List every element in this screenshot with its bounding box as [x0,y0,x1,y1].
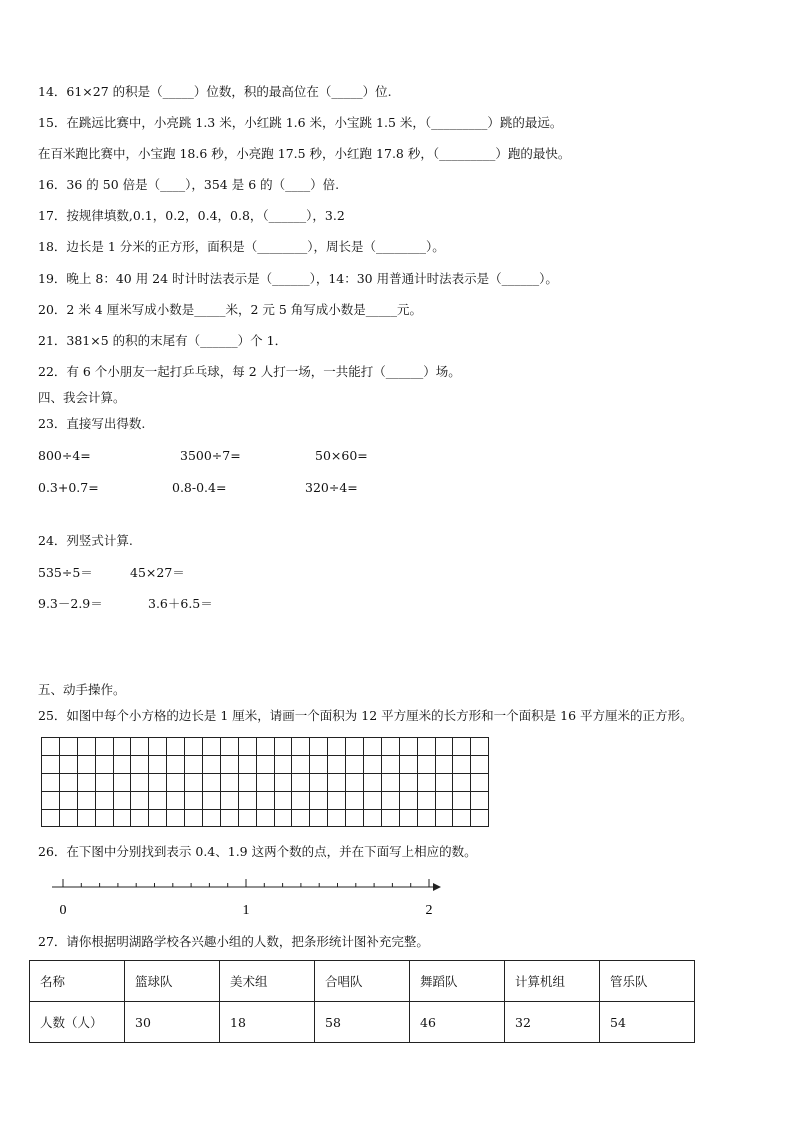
grid-cell[interactable] [328,755,346,773]
number-line-label-2: 2 [425,903,433,918]
grid-cell[interactable] [435,773,453,791]
grid-cell[interactable] [77,773,95,791]
grid-cell[interactable] [59,755,77,773]
table-cell: 46 [410,1002,505,1043]
table-header-cell: 计算机组 [505,961,600,1002]
grid-cell[interactable] [185,773,203,791]
grid-cell[interactable] [256,773,274,791]
grid-cell[interactable] [328,809,346,827]
grid-cell[interactable] [435,791,453,809]
number-line-arrow-icon [433,883,441,891]
grid-cell[interactable] [95,809,113,827]
vertical-calc-item: 535÷5＝ [38,565,93,580]
question-23: 23．直接写出得数. [38,416,146,431]
square-grid[interactable] [41,737,489,827]
grid-cell[interactable] [471,773,489,791]
grid-row [42,809,489,827]
grid-cell[interactable] [203,791,221,809]
grid-cell[interactable] [95,773,113,791]
grid-cell[interactable] [310,809,328,827]
grid-cell[interactable] [220,773,238,791]
grid-cell[interactable] [292,773,310,791]
grid-cell[interactable] [399,755,417,773]
table-cell: 32 [505,1002,600,1043]
table-header-cell: 合唱队 [315,961,410,1002]
grid-cell[interactable] [417,755,435,773]
grid-cell[interactable] [113,809,131,827]
grid-cell[interactable] [328,773,346,791]
grid-cell[interactable] [220,791,238,809]
calc-item: 0.8-0.4= [172,480,227,495]
grid-cell[interactable] [310,773,328,791]
calc-item: 3500÷7= [180,448,241,463]
table-cell: 30 [125,1002,220,1043]
vertical-calc-item: 45×27＝ [130,565,185,580]
grid-cell[interactable] [113,791,131,809]
grid-cell[interactable] [42,791,60,809]
grid-cell[interactable] [256,791,274,809]
question-22: 22．有 6 个小朋友一起打乒乓球，每 2 人打一场，一共能打（______）场。 [38,364,461,379]
section-5-title: 五、动手操作。 [38,682,126,697]
grid-cell[interactable] [77,791,95,809]
table-header-row [30,961,695,1002]
grid-cell[interactable] [346,809,364,827]
question-26: 26．在下图中分别找到表示 0.4、1.9 这两个数的点，并在下面写上相应的数。 [38,844,477,859]
grid-cell[interactable] [399,738,417,756]
table-header-cell: 舞蹈队 [410,961,505,1002]
vertical-calc-item: 3.6＋6.5＝ [148,596,213,611]
table-header-cell: 名称 [30,961,125,1002]
grid-cell[interactable] [364,755,382,773]
grid-cell[interactable] [292,755,310,773]
table-cell: 58 [315,1002,410,1043]
grid-cell[interactable] [167,738,185,756]
calc-item: 50×60= [315,448,368,463]
question-19: 19．晚上 8：40 用 24 时计时法表示是（______），14：30 用普通计时法表示是（______）。 [38,271,558,286]
grid-cell[interactable] [42,773,60,791]
grid-cell[interactable] [167,755,185,773]
question-17: 17．按规律填数,0.1，0.2，0.4，0.8，（______），3.2 [38,208,345,223]
grid-row [42,773,489,791]
question-21: 21．381×5 的积的末尾有（______）个 1． [38,333,288,348]
grid-cell[interactable] [417,809,435,827]
grid-cell[interactable] [435,755,453,773]
grid-cell[interactable] [417,773,435,791]
grid-cell[interactable] [364,738,382,756]
grid-cell[interactable] [453,738,471,756]
grid-row [42,755,489,773]
grid-cell[interactable] [95,738,113,756]
grid-cell[interactable] [95,755,113,773]
grid-cell[interactable] [274,738,292,756]
grid-cell[interactable] [346,755,364,773]
grid-cell[interactable] [131,809,149,827]
grid-cell[interactable] [399,791,417,809]
grid-cell[interactable] [346,738,364,756]
grid-cell[interactable] [131,791,149,809]
grid-cell[interactable] [328,791,346,809]
grid-cell[interactable] [149,738,167,756]
grid-cell[interactable] [471,755,489,773]
grid-cell[interactable] [453,791,471,809]
grid-cell[interactable] [453,755,471,773]
grid-cell[interactable] [256,738,274,756]
grid-cell[interactable] [167,773,185,791]
grid-cell[interactable] [59,773,77,791]
table-row [30,1002,695,1043]
grid-cell[interactable] [131,755,149,773]
grid-cell[interactable] [381,791,399,809]
question-15: 15．在跳远比赛中，小亮跳 1.3 米，小红跳 1.6 米，小宝跳 1.5 米，（_________）跳的最远。 [38,115,563,130]
grid-cell[interactable] [131,773,149,791]
grid-cell[interactable] [77,738,95,756]
grid-cell[interactable] [453,773,471,791]
grid-cell[interactable] [203,755,221,773]
grid-cell[interactable] [149,773,167,791]
grid-cell[interactable] [59,791,77,809]
grid-cell[interactable] [113,738,131,756]
grid-cell[interactable] [238,755,256,773]
table-cell: 18 [220,1002,315,1043]
grid-cell[interactable] [185,755,203,773]
grid-cell[interactable] [381,755,399,773]
grid-cell[interactable] [42,809,60,827]
grid-cell[interactable] [59,738,77,756]
grid-cell[interactable] [220,738,238,756]
grid-cell[interactable] [417,791,435,809]
grid-cell[interactable] [399,809,417,827]
grid-cell[interactable] [310,791,328,809]
grid-cell[interactable] [256,755,274,773]
grid-cell[interactable] [203,738,221,756]
section-4-title: 四、我会计算。 [38,390,126,405]
grid-cell[interactable] [364,791,382,809]
grid-cell[interactable] [292,809,310,827]
grid-cell[interactable] [292,738,310,756]
grid-cell[interactable] [59,809,77,827]
question-27: 27．请你根据明湖路学校各兴趣小组的人数，把条形统计图补充完整。 [38,934,429,949]
grid-cell[interactable] [77,755,95,773]
vertical-calc-item: 9.3－2.9＝ [38,596,103,611]
grid-cell[interactable] [381,773,399,791]
grid-cell[interactable] [220,809,238,827]
grid-row [42,738,489,756]
number-line[interactable] [48,874,448,918]
grid-cell[interactable] [185,738,203,756]
calc-item: 0.3+0.7= [38,480,99,495]
number-line-label-1: 1 [242,903,250,918]
grid-cell[interactable] [435,738,453,756]
grid-cell[interactable] [185,791,203,809]
grid-cell[interactable] [149,755,167,773]
interest-group-table [29,960,695,1043]
calc-item: 800÷4= [38,448,91,463]
grid-cell[interactable] [364,809,382,827]
question-25: 25．如图中每个小方格的边长是 1 厘米，请画一个面积为 12 平方厘米的长方形和一个面积是 16 平方厘米的正方形。 [38,708,693,723]
question-20: 20．2 米 4 厘米写成小数是_____米，2 元 5 角写成小数是_____元。 [38,302,423,317]
grid-cell[interactable] [42,755,60,773]
grid-cell[interactable] [113,773,131,791]
table-row-label: 人数（人） [30,1002,125,1043]
grid-cell[interactable] [203,773,221,791]
grid-cell[interactable] [131,738,149,756]
grid-cell[interactable] [292,791,310,809]
table-cell: 54 [600,1002,695,1043]
grid-cell[interactable] [203,809,221,827]
grid-cell[interactable] [167,809,185,827]
question-14: 14．61×27 的积是（_____）位数，积的最高位在（_____）位. [38,84,392,99]
grid-cell[interactable] [381,738,399,756]
grid-cell[interactable] [238,773,256,791]
question-24: 24．列竖式计算. [38,533,133,548]
grid-cell[interactable] [274,773,292,791]
grid-cell[interactable] [399,773,417,791]
number-line-ticks [63,879,429,887]
grid-cell[interactable] [238,791,256,809]
number-line-label-0: 0 [59,903,67,918]
question-15-part-2: 在百米跑比赛中，小宝跑 18.6 秒，小亮跑 17.5 秒，小红跑 17.8 秒，（_________）跑的最快。 [38,146,571,161]
grid-cell[interactable] [346,773,364,791]
grid-cell[interactable] [167,791,185,809]
question-16: 16．36 的 50 倍是（____），354 是 6 的（____）倍. [38,177,340,192]
table-header-cell: 管乐队 [600,961,695,1002]
grid-cell[interactable] [310,738,328,756]
grid-cell[interactable] [256,809,274,827]
grid-cell[interactable] [220,755,238,773]
calc-item: 320÷4= [305,480,358,495]
grid-cell[interactable] [381,809,399,827]
grid-cell[interactable] [453,809,471,827]
grid-row [42,791,489,809]
grid-cell[interactable] [274,809,292,827]
grid-cell[interactable] [310,755,328,773]
grid-cell[interactable] [364,773,382,791]
grid-cell[interactable] [113,755,131,773]
grid-cell[interactable] [417,738,435,756]
grid-cell[interactable] [77,809,95,827]
grid-cell[interactable] [274,791,292,809]
grid-cell[interactable] [328,738,346,756]
table-header-cell: 篮球队 [125,961,220,1002]
grid-cell[interactable] [471,809,489,827]
question-18: 18．边长是 1 分米的正方形，面积是（________），周长是（________）。 [38,239,445,254]
grid-cell[interactable] [238,809,256,827]
grid-cell[interactable] [95,791,113,809]
grid-cell[interactable] [274,755,292,773]
grid-cell[interactable] [471,738,489,756]
grid-cell[interactable] [42,738,60,756]
grid-cell[interactable] [435,809,453,827]
grid-cell[interactable] [149,791,167,809]
grid-cell[interactable] [238,738,256,756]
grid-cell[interactable] [346,791,364,809]
table-header-cell: 美术组 [220,961,315,1002]
grid-cell[interactable] [185,809,203,827]
grid-cell[interactable] [471,791,489,809]
grid-cell[interactable] [149,809,167,827]
